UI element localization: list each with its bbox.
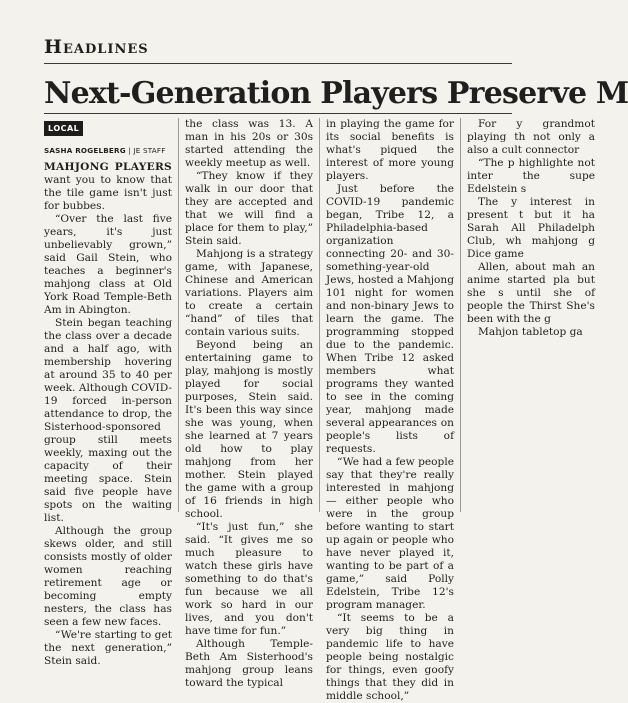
paragraph: “They know if they walk in our door that they are accepted and that we will find a place for them to play,” Stein said. [185, 170, 313, 247]
article-column-4 [467, 118, 595, 512]
paragraph: Stein began teaching the class over a decade and a half ago, with membership hovering at around 35 to 40 per week. Although COVID-19 forced in-person attendance to drop, the Sisterhood-sponsored group still meets weekly, maxing out the capacity of their meeting space. Stein said five people have spots on the waiting list. [44, 317, 172, 524]
paragraph: in playing the game for its social benefits is what's piqued the interest of more young players. [326, 118, 454, 182]
lead-text: want you to know that the tile game isn't just for bubbes. [44, 174, 172, 212]
article-column-1 [44, 118, 172, 667]
paragraph: “The p highlighte not inter the supe Edelstein s [467, 157, 595, 195]
paragraph: “It seems to be a very big thing in pandemic life to have people being nostalgic for things, even goofy things that they did in middle school,” [326, 612, 454, 702]
headline-rule [44, 113, 512, 114]
column-divider-1 [178, 118, 179, 512]
section-rule [44, 63, 512, 64]
paragraph: Mahjong is a strategy game, with Japanese, Chinese and American variations. Players aim to create a certain “hand” of tiles that contain various suits. [185, 248, 313, 338]
paragraph: “Over the last five years, it's just unbelievably grown,” said Gail Stein, who teaches a beginner's mahjong class at Old York Road Temple-Beth Am in Abington. [44, 213, 172, 316]
paragraph: “It's just fun,” she said. “It gives me so much pleasure to watch these girls have something to do that's fun because we all work so hard in our lives, and you don't have time for fun.” [185, 521, 313, 637]
paragraph: the class was 13. A man in his 20s or 30s started attending the weekly meetup as well. [185, 118, 313, 169]
paragraph: Although the group skews older, and still consists mostly of older women reaching retirement age or becoming empty nesters, the class has seen a few new faces. [44, 525, 172, 628]
column-divider-3 [460, 118, 461, 512]
paragraph: “We're starting to get the next generation,” Stein said. [44, 629, 172, 667]
article-column-3 [326, 118, 455, 702]
paragraph: Although Temple-Beth Am Sisterhood's mahjong group leans toward the typical [185, 638, 313, 689]
byline [44, 144, 172, 157]
headline: Next-Generation Players Preserve M [44, 76, 628, 111]
lead-in: MAHJONG PLAYERS [44, 161, 172, 173]
byline-staff: | JE STAFF [128, 146, 166, 155]
paragraph: The y interest in present t but it ha Sarah All Philadelph Club, wh mahjong g Dice game [467, 196, 595, 260]
paragraph: Just before the COVID-19 pandemic began, Tribe 12, a Philadelphia-based organization connecting 20- and 30-something-year-old Jews, hosted a Mahjong 101 night for women and non-binary Jews to learn the game. The programming stopped due to the pandemic. When Tribe 12 asked members what programs they wanted to see in the coming year, mahjong made several appearances on people's lists of requests. [326, 183, 455, 455]
section-tag: LOCAL [44, 121, 83, 136]
paragraph: Mahjon tabletop ga [478, 326, 583, 338]
paragraph: Allen, about mah an anime started pla but she s until she of people the Thirst She's been with the g [467, 261, 595, 325]
paragraph [44, 161, 172, 213]
column-divider-2 [319, 118, 320, 512]
article-column-2 [185, 118, 313, 689]
paragraph: Beyond being an entertaining game to play, mahjong is mostly played for social purposes, Stein said. It's been this way since she was young, when she learned at 7 years old how to play mahjong from her mother. Stein played the game with a group of 16 friends in high school. [185, 339, 313, 520]
section-title: Headlines [44, 36, 149, 58]
paragraph: “We had a few people say that they're really interested in mahjong — either people who were in the group before wanting to start up again or people who have never played it, wanting to be part of a game,” said Polly Edelstein, Tribe 12's program manager. [326, 456, 454, 611]
paragraph: For y grandmot playing th not only a also a cult connector [467, 118, 595, 156]
byline-author: SASHA ROGELBERG [44, 146, 126, 155]
